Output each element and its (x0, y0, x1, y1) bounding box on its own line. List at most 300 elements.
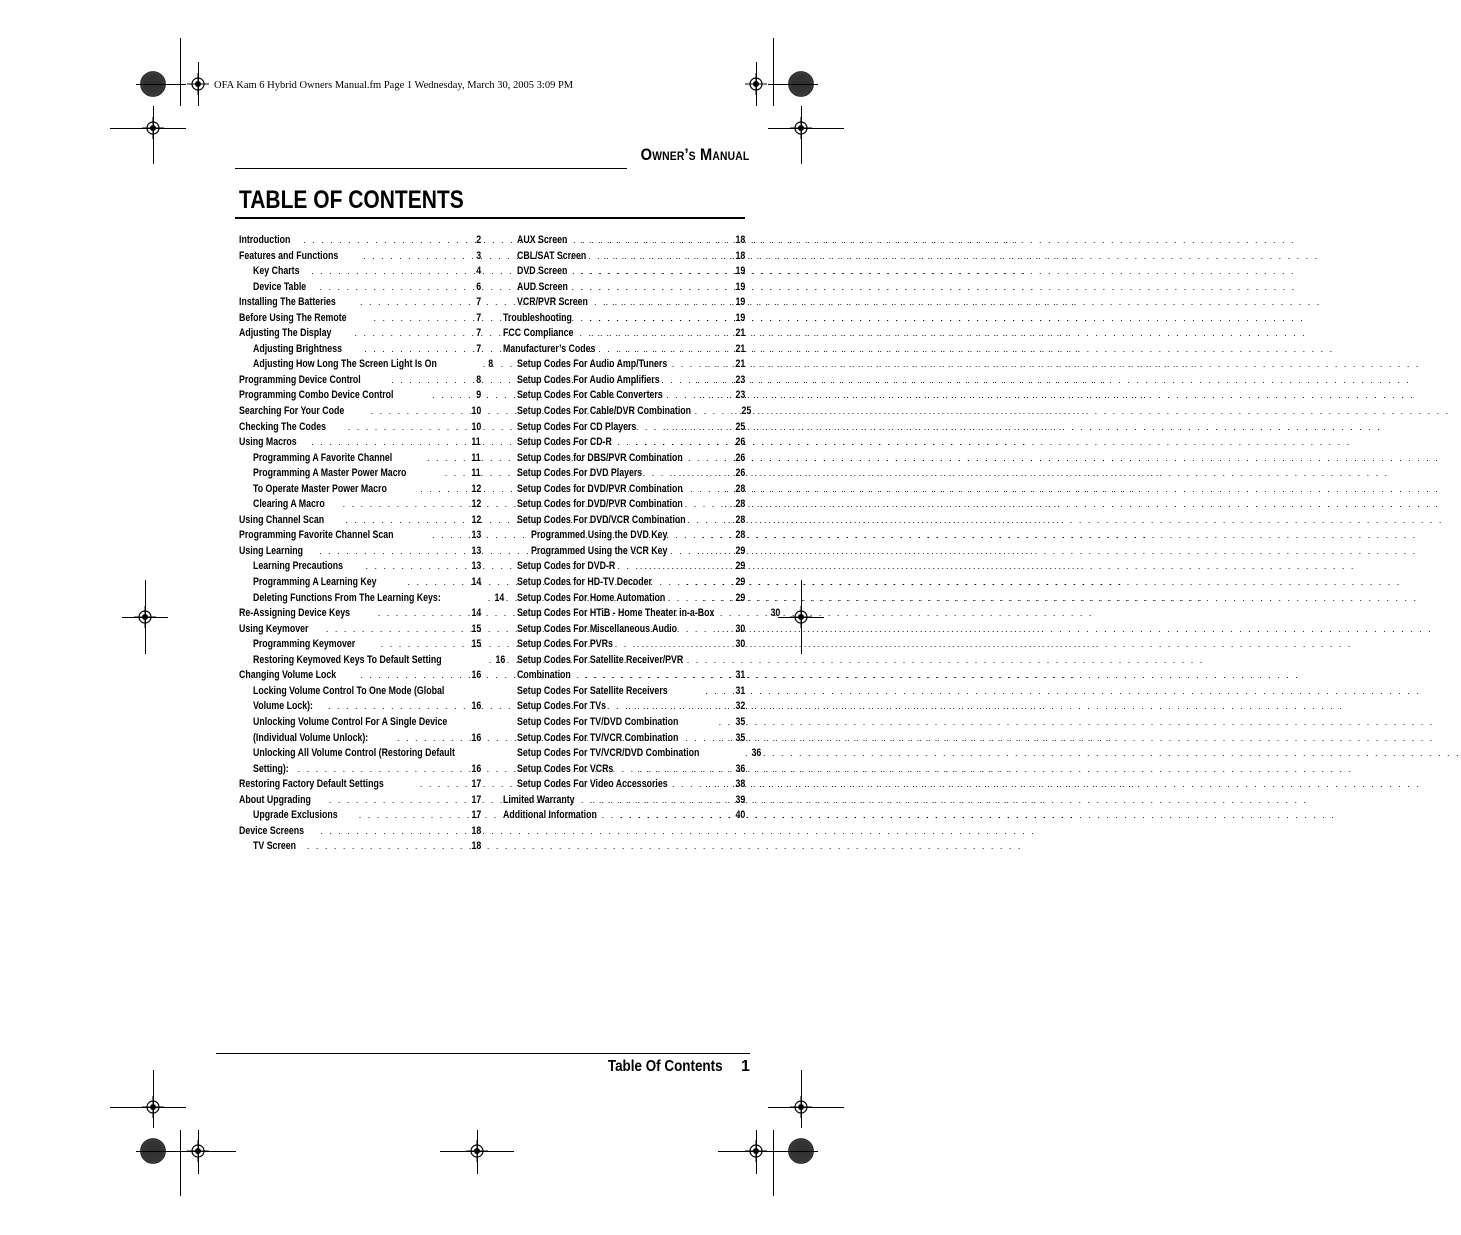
toc-entry (239, 839, 481, 855)
toc-leader-dots (489, 653, 493, 669)
toc-entry-label: Adjusting Brightness (253, 342, 342, 355)
toc-entry-page: 28 (735, 529, 745, 542)
toc-entry-page: 31 (735, 684, 745, 697)
toc-leader-dots (606, 295, 733, 311)
toc-entry (239, 404, 481, 420)
toc-entry-label: Programming Combo Device Control (239, 389, 394, 402)
toc-entry (503, 746, 762, 762)
toc-leader-dots (319, 544, 469, 560)
toc-entry (503, 606, 780, 622)
toc-entry-label: Additional Information (503, 809, 597, 822)
toc-entry-label: Programming A Learning Key (253, 576, 377, 589)
crop-mark (136, 84, 186, 85)
toc-entry (239, 808, 481, 824)
header-rule (235, 168, 627, 169)
toc-entry-label: FCC Compliance (503, 327, 574, 340)
toc-entry (503, 653, 745, 669)
toc-entry-page: 28 (735, 482, 745, 495)
toc-leader-dots (580, 264, 733, 280)
toc-entry-label: Setting): (253, 762, 289, 775)
toc-entry-page: 8 (488, 358, 493, 371)
toc-entry-page: 19 (735, 280, 745, 293)
toc-entry-label: Setup Codes For Miscellaneous Audio (517, 622, 678, 635)
toc-leader-dots (364, 342, 475, 358)
toc-entry (503, 326, 745, 342)
toc-entry-label: Before Using The Remote (239, 311, 347, 324)
toc-entry-label: Device Table (253, 280, 307, 293)
toc-entry-label: Setup Codes for DBS/PVR Combination (517, 451, 683, 464)
toc-entry-page: 30 (735, 638, 745, 651)
toc-entry (503, 482, 745, 498)
toc-entry-page: 26 (735, 451, 745, 464)
toc-leader-dots (705, 777, 732, 793)
toc-entry (503, 466, 745, 482)
toc-entry (239, 326, 481, 342)
toc-entry-label: Upgrade Exclusions (253, 809, 338, 822)
toc-entry (239, 435, 481, 451)
toc-entry-page: 13 (471, 544, 481, 557)
toc-entry (239, 233, 481, 249)
crop-mark (801, 106, 802, 164)
toc-leader-dots (719, 731, 733, 747)
toc-leader-dots (363, 249, 475, 265)
toc-entry-page: 13 (471, 560, 481, 573)
toc-leader-dots (592, 793, 732, 809)
toc-entry (503, 637, 745, 653)
toc-entry (239, 482, 481, 498)
crop-mark (180, 38, 181, 106)
toc-entry (503, 404, 751, 420)
toc-entry-page: 12 (471, 498, 481, 511)
toc-entry-label: Re-Assigning Device Keys (239, 607, 351, 620)
toc-entry (239, 388, 481, 404)
toc-leader-dots (666, 420, 733, 436)
toc-entry-label: Setup Codes for HD-TV Decoder (517, 576, 652, 589)
toc-entry-label: Setup Codes For TV/DVD Combination (517, 715, 679, 728)
toc-entry-label: Installing The Batteries (239, 296, 336, 309)
frame-file-info: OFA Kam 6 Hybrid Owners Manual.fm Page 1 Wednesday, March 30, 2005 3:09 PM (214, 80, 574, 91)
toc-entry-label: Setup Codes For Cable Converters (517, 389, 663, 402)
toc-leader-dots (717, 622, 733, 638)
toc-entry-page: 3 (476, 249, 481, 262)
crop-mark (768, 1107, 844, 1108)
toc-leader-dots (329, 793, 469, 809)
toc-entry-page: 7 (476, 311, 481, 324)
toc-entry (503, 295, 745, 311)
toc-entry (239, 249, 481, 265)
toc-entry-label: Setup Codes For DVD Players (517, 467, 643, 480)
toc-entry-label: Using Learning (239, 544, 304, 557)
toc-entry-label: Setup Codes For Audio Amplifiers (517, 373, 660, 386)
crop-mark (153, 1070, 154, 1128)
toc-entry-page: 18 (735, 234, 745, 246)
toc-entry-label: Combination (517, 669, 571, 682)
crop-mark (773, 38, 774, 106)
toc-entry-page: 21 (735, 327, 745, 340)
toc-entry (503, 420, 745, 436)
toc-entry-page: 36 (735, 762, 745, 775)
toc-entry (239, 637, 481, 653)
page-number: 1 (741, 1058, 750, 1075)
toc-entry-label: Locking Volume Control To One Mode (Global (253, 684, 445, 697)
toc-entry-label: Programming A Master Power Macro (253, 467, 407, 480)
toc-entry-label: Setup Codes For Satellite Receivers (517, 684, 668, 697)
title-rule (235, 217, 745, 219)
toc-entry-label: AUX Screen (517, 234, 568, 246)
toc-entry-page: 38 (735, 778, 745, 791)
toc-leader-dots (427, 451, 469, 467)
toc-entry-page: 21 (735, 342, 745, 355)
toc-entry (503, 342, 745, 358)
toc-entry-page: 17 (471, 778, 481, 791)
toc-entry-label: Introduction (239, 234, 291, 246)
toc-entry-page: 18 (735, 249, 745, 262)
toc-leader-dots (735, 404, 739, 420)
toc-entry-page: 23 (735, 373, 745, 386)
crop-mark (477, 1130, 478, 1174)
toc-entry (239, 559, 481, 575)
toc-entry (239, 777, 481, 793)
toc-entry (503, 233, 745, 249)
toc-entry (503, 280, 745, 296)
toc-entry-label: Setup Codes For Cable/DVR Combination (517, 405, 692, 418)
toc-leader-dots (397, 731, 469, 747)
toc-entry-label: Setup Codes For PVRs (517, 638, 613, 651)
toc-entry (239, 606, 481, 622)
toc-entry (503, 544, 745, 560)
toc-entry-page: 19 (735, 296, 745, 309)
toc-entry-page: 23 (735, 389, 745, 402)
toc-entry-page: 15 (471, 622, 481, 635)
toc-entry (239, 762, 481, 778)
crop-mark (198, 62, 199, 106)
toc-entry (239, 622, 481, 638)
toc-entry-page: 28 (735, 498, 745, 511)
toc-entry (239, 715, 481, 731)
toc-leader-dots (303, 233, 475, 249)
toc-entry-page: 10 (471, 420, 481, 433)
toc-entry (239, 684, 481, 700)
toc-leader-dots (359, 808, 469, 824)
toc-leader-dots (483, 357, 487, 373)
toc-entry-page: 14 (494, 591, 504, 604)
toc-leader-dots (584, 668, 733, 684)
toc-entry (503, 793, 745, 809)
toc-entry (503, 684, 745, 700)
toc-entry-label: Device Screens (239, 824, 305, 837)
footer-section-label: Table Of Contents (608, 1058, 723, 1075)
toc-entry-label: Setup Codes for DVD/PVR Combination (517, 482, 683, 495)
toc-entry (503, 762, 745, 778)
toc-entry-label: Limited Warranty (503, 793, 575, 806)
toc-entry-label: To Operate Master Power Macro (253, 482, 387, 495)
toc-entry-page: 28 (735, 513, 745, 526)
toc-entry-label: About Upgrading (239, 793, 311, 806)
crop-mark (773, 1130, 774, 1196)
toc-leader-dots (640, 559, 733, 575)
toc-entry (239, 731, 481, 747)
toc-entry (239, 295, 481, 311)
toc-entry-label: Deleting Functions From The Learning Keys: (253, 591, 441, 604)
toc-entry-label: Setup Codes for DVD-R (517, 560, 616, 573)
toc-entry-page: 29 (735, 576, 745, 589)
toc-entry-label: TV Screen (253, 840, 297, 853)
toc-entry (239, 357, 493, 373)
toc-entry-page: 35 (735, 715, 745, 728)
toc-entry-label: Setup Codes For VCRs (517, 762, 614, 775)
toc-entry-page: 11 (471, 436, 481, 449)
toc-entry-label: Programming Keymover (253, 638, 356, 651)
toc-entry-label: Volume Lock): (253, 700, 313, 713)
toc-entry-label: Unlocking All Volume Control (Restoring Default (253, 747, 455, 760)
crop-mark (801, 1070, 802, 1128)
toc-entry-page: 36 (751, 747, 762, 760)
toc-entry (503, 513, 745, 529)
toc-leader-dots (311, 264, 475, 280)
toc-leader-dots (326, 622, 469, 638)
toc-entry-page: 16 (471, 762, 481, 775)
toc-entry-page: 7 (476, 327, 481, 340)
toc-entry (239, 420, 481, 436)
toc-entry-label: (Individual Volume Unlock): (253, 731, 369, 744)
toc-leader-dots (348, 420, 469, 436)
toc-leader-dots (724, 497, 733, 513)
toc-entry-page: 9 (476, 389, 481, 402)
toc-entry (503, 699, 745, 715)
toc-leader-dots (628, 699, 733, 715)
toc-leader-dots (391, 373, 475, 389)
toc-leader-dots (355, 326, 475, 342)
toc-entry-page: 13 (471, 529, 481, 542)
toc-entry (503, 591, 745, 607)
toc-entry-page: 12 (471, 513, 481, 526)
toc-entry-label: Setup Codes For DVD/VCR Combination (517, 513, 686, 526)
toc-entry-label: Clearing A Macro (253, 498, 325, 511)
toc-entry (239, 544, 481, 560)
toc-leader-dots (591, 326, 733, 342)
toc-leader-dots (724, 451, 733, 467)
toc-entry (239, 311, 481, 327)
toc-entry-page: 7 (476, 342, 481, 355)
toc-entry-label: DVD Screen (517, 265, 568, 278)
toc-entry-label: Programming Favorite Channel Scan (239, 529, 394, 542)
toc-entry-page: 29 (735, 591, 745, 604)
toc-leader-dots (328, 699, 469, 715)
toc-entry (503, 497, 745, 513)
toc-entry-page: 6 (476, 280, 481, 293)
crop-mark (198, 1130, 199, 1174)
toc-entry-page: 39 (735, 793, 745, 806)
toc-entry-page: 29 (735, 560, 745, 573)
toc-entry-label: Setup Codes for DVD/PVR Combination (517, 498, 683, 511)
toc-entry-page: 35 (735, 731, 745, 744)
toc-leader-dots (637, 637, 733, 653)
toc-entry (503, 388, 745, 404)
toc-leader-dots (298, 762, 469, 778)
crop-mark (768, 84, 818, 85)
toc-entry (239, 451, 481, 467)
toc-entry-page: 25 (741, 405, 751, 418)
toc-entry (503, 264, 745, 280)
manual-title: Owner’s Manual (640, 145, 749, 164)
toc-entry-label: Programming Device Control (239, 373, 361, 386)
toc-leader-dots (432, 528, 469, 544)
toc-entry-page: 16 (471, 731, 481, 744)
toc-entry-label: Using Keymover (239, 622, 309, 635)
toc-leader-dots (686, 575, 733, 591)
toc-leader-dots (705, 357, 733, 373)
toc-entry (503, 575, 745, 591)
toc-leader-dots (589, 311, 733, 327)
toc-entry-page: 17 (471, 809, 481, 822)
toc-right-column (503, 233, 780, 824)
toc-entry (239, 264, 481, 280)
toc-entry-label: Programming A Favorite Channel (253, 451, 393, 464)
toc-entry (503, 559, 745, 575)
toc-leader-dots (728, 513, 733, 529)
toc-entry (239, 746, 481, 762)
toc-entry-label: Adjusting How Long The Screen Light Is On (253, 358, 437, 371)
toc-entry-label: Unlocking Volume Control For A Single Device (253, 715, 448, 728)
toc-entry (503, 808, 745, 824)
toc-leader-dots (432, 388, 475, 404)
toc-leader-dots (360, 295, 475, 311)
toc-entry-label: Adjusting The Display (239, 327, 332, 340)
toc-leader-dots (320, 824, 468, 840)
toc-leader-dots (307, 839, 469, 855)
crop-mark (756, 62, 757, 106)
toc-leader-dots (581, 280, 733, 296)
toc-entry-page: 7 (476, 296, 481, 309)
toc-entry-page: 21 (735, 358, 745, 371)
toc-entry (503, 731, 745, 747)
toc-leader-dots (319, 280, 474, 296)
toc-entry-page: 15 (471, 638, 481, 651)
toc-entry-page: 2 (476, 234, 481, 246)
crop-mark (180, 1130, 181, 1196)
toc-leader-dots (360, 668, 468, 684)
toc-leader-dots (445, 466, 470, 482)
toc-entry (239, 699, 481, 715)
toc-leader-dots (724, 482, 733, 498)
toc-entry-label: Key Charts (253, 265, 300, 278)
toc-entry (503, 249, 745, 265)
toc-entry (239, 793, 481, 809)
toc-entry (239, 591, 504, 607)
crop-mark (145, 580, 146, 654)
toc-entry-label: Manufacturer’s Codes (503, 342, 596, 355)
toc-leader-dots (699, 388, 733, 404)
toc-leader-dots (345, 513, 468, 529)
footer-rule (216, 1053, 750, 1054)
toc-entry-label: Restoring Keymoved Keys To Default Setting (253, 653, 442, 666)
toc-entry-page: 11 (471, 467, 481, 480)
toc-entry (239, 466, 481, 482)
crop-mark (110, 1107, 186, 1108)
toc-leader-dots (620, 808, 732, 824)
toc-entry-label: Setup Codes For Satellite Receiver/PVR (517, 653, 684, 666)
toc-entry (503, 357, 745, 373)
toc-entry-page: 31 (735, 669, 745, 682)
toc-entry (239, 342, 481, 358)
toc-entry-page: 12 (471, 482, 481, 495)
toc-entry (503, 373, 745, 389)
crop-mark (718, 1151, 818, 1152)
toc-entry-label: Setup Codes For Audio Amp/Tuners (517, 358, 668, 371)
toc-entry-page: 10 (471, 405, 481, 418)
toc-entry-page: 8 (476, 373, 481, 386)
toc-entry-label: Setup Codes For Video Accessories (517, 778, 668, 791)
toc-entry-label: Programmed Using the DVD Key (531, 529, 668, 542)
toc-leader-dots (637, 762, 732, 778)
toc-entry-label: Setup Codes For TVs (517, 700, 606, 713)
toc-leader-dots (695, 373, 732, 389)
toc-entry (503, 528, 745, 544)
toc-leader-dots (580, 233, 733, 249)
toc-leader-dots (420, 777, 469, 793)
toc-leader-dots (702, 591, 732, 607)
toc-entry-label: Setup Codes For Home Automation (517, 591, 666, 604)
toc-entry-label: AUD Screen (517, 280, 568, 293)
toc-entry-label: Restoring Factory Default Settings (239, 778, 384, 791)
toc-leader-dots (719, 715, 733, 731)
toc-entry-page: 4 (476, 265, 481, 278)
toc-entry (239, 528, 481, 544)
toc-entry-label: Using Macros (239, 436, 297, 449)
toc-leader-dots (365, 559, 468, 575)
toc-entry (239, 497, 481, 513)
toc-leader-dots (674, 466, 733, 482)
toc-entry-label: Changing Volume Lock (239, 669, 337, 682)
toc-entry (239, 280, 481, 296)
toc-entry-page: 18 (471, 824, 481, 837)
toc-entry-page: 17 (471, 793, 481, 806)
toc-entry-label: Setup Codes For TV/VCR/DVD Combination (517, 747, 700, 760)
toc-entry (239, 513, 481, 529)
toc-entry-page: 16 (471, 700, 481, 713)
toc-entry-page: 26 (735, 467, 745, 480)
toc-entry (503, 668, 745, 684)
toc-entry-page: 18 (471, 840, 481, 853)
toc-entry-label: Setup Codes For TV/VCR Combination (517, 731, 679, 744)
toc-leader-dots (488, 591, 492, 607)
toc-entry-page: 16 (471, 669, 481, 682)
toc-entry-page: 14 (471, 576, 481, 589)
toc-entry-label: Programmed Using the VCR Key (531, 544, 668, 557)
toc-leader-dots (705, 684, 732, 700)
toc-entry (239, 373, 481, 389)
toc-entry (503, 451, 745, 467)
toc-leader-dots (745, 746, 749, 762)
toc-leader-dots (343, 497, 469, 513)
crop-mark (153, 106, 154, 164)
toc-leader-dots (371, 404, 469, 420)
toc-entry (503, 715, 745, 731)
toc-entry-label: Features and Functions (239, 249, 339, 262)
toc-entry-page: 40 (735, 809, 745, 822)
toc-leader-dots (311, 435, 469, 451)
toc-entry-label: Setup Codes For CD-R (517, 436, 612, 449)
toc-entry-page: 19 (735, 311, 745, 324)
page-title: TABLE OF CONTENTS (239, 186, 464, 214)
toc-leader-dots (636, 435, 733, 451)
toc-entry (239, 824, 481, 840)
toc-leader-dots (407, 575, 468, 591)
toc-left-column (239, 233, 505, 855)
toc-leader-dots (381, 637, 469, 653)
toc-entry (503, 311, 745, 327)
toc-entry-page: 16 (495, 653, 505, 666)
